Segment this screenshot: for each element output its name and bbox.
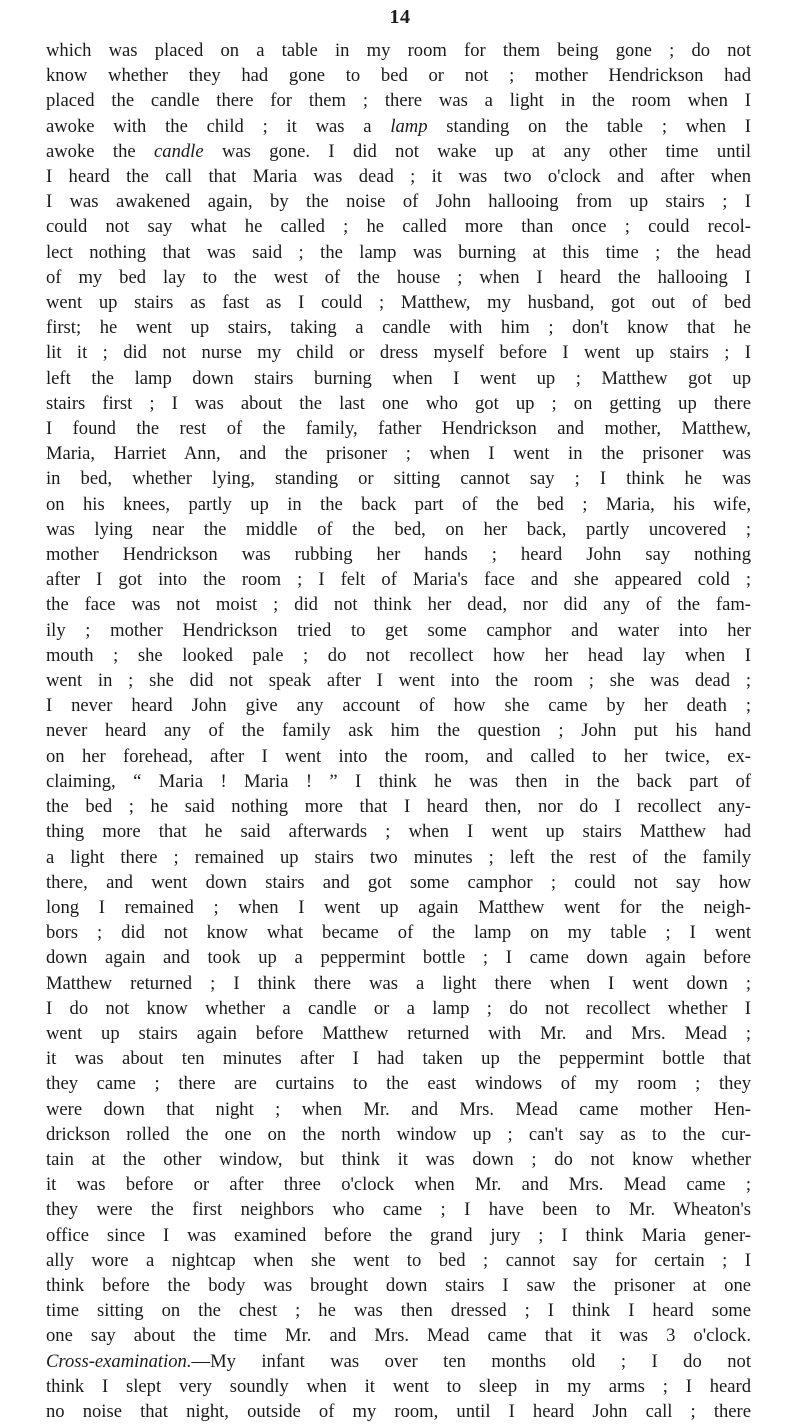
page-number: 14 [389, 6, 411, 28]
text-line: went in ; she did not speak after I went into the room ; she was dead ; [46, 670, 751, 692]
text-line: lect nothing that was said ; the lamp was burning at this time ; the head [46, 241, 751, 263]
text-run: —My infant was over ten months old ; I do not [191, 1350, 751, 1372]
text-line: there, and went down stairs and got some camphor ; could not say how [46, 871, 751, 893]
text-line: I heard the call that Maria was dead ; it was two o'clock and after when [46, 166, 751, 188]
testimony-text [46, 38, 751, 1424]
text-line: in bed, whether lying, standing or sitting cannot say ; I think he was [46, 468, 751, 490]
text-line [46, 139, 751, 164]
text-line: were down that night ; when Mr. and Mrs. Mead came mother Hen- [46, 1098, 751, 1120]
text-line: one say about the time Mr. and Mrs. Mead came that it was 3 o'clock. [46, 1325, 751, 1347]
text-run: awoke the [46, 140, 155, 162]
text-line: claiming, “ Maria ! Maria ! ” I think he was then in the back part of [46, 770, 751, 792]
cross-examination-heading: Cross-examination. [46, 1350, 192, 1372]
text-line: a light there ; remained up stairs two minutes ; left the rest of the family [46, 846, 751, 868]
text-line: mother Hendrickson was rubbing her hands ; heard John say nothing [46, 544, 751, 566]
text-run: was gone. I did not wake up at any other time until [203, 140, 751, 162]
text-line: ily ; mother Hendrickson tried to get some camphor and water into her [46, 619, 751, 641]
text-run: awoke with the child ; it was a [46, 115, 391, 137]
text-line: they came ; there are curtains to the east windows of my room ; they [46, 1073, 751, 1095]
text-line: office since I was examined before the grand jury ; I think Maria gener- [46, 1224, 751, 1246]
text-line: it was before or after three o'clock when Mr. and Mrs. Mead came ; [46, 1174, 751, 1196]
text-line: ally wore a nightcap when she went to bed ; cannot say for certain ; I [46, 1249, 751, 1271]
text-line: stairs first ; I was about the last one who got up ; on getting up there [46, 392, 751, 414]
text-line: was lying near the middle of the bed, on her back, partly uncovered ; [46, 518, 751, 540]
text-line: know whether they had gone to bed or not ; mother Hendrickson had [46, 65, 751, 87]
text-line: went up stairs again before Matthew returned with Mr. and Mrs. Mead ; [46, 1022, 751, 1044]
text-line: which was placed on a table in my room for them being gone ; do not [46, 40, 751, 61]
text-line: on her forehead, after I went into the room, and called to her twice, ex- [46, 745, 751, 767]
text-line: I do not know whether a candle or a lamp ; do not recollect whether I [46, 997, 751, 1019]
text-line: went up stairs as fast as I could ; Matthew, my husband, got out of bed [46, 292, 751, 314]
text-line: long I remained ; when I went up again Matthew went for the neigh- [46, 896, 751, 918]
text-line: left the lamp down stairs burning when I went up ; Matthew got up [46, 367, 751, 389]
text-line: they were the first neighbors who came ; I have been to Mr. Wheaton's [46, 1199, 751, 1221]
text-line: think I slept very soundly when it went to sleep in my arms ; I heard [46, 1375, 751, 1397]
text-line: could not say what he called ; he called more than once ; could recol- [46, 216, 751, 238]
text-line: the bed ; he said nothing more that I heard then, nor do I recollect any- [46, 796, 751, 818]
text-line [46, 114, 751, 139]
text-line: after I got into the room ; I felt of Maria's face and she appeared cold ; [46, 569, 751, 591]
text-line: never heard any of the family ask him the question ; John put his hand [46, 720, 751, 742]
text-line: Matthew returned ; I think there was a light there when I went down ; [46, 972, 751, 994]
text-line: tain at the other window, but think it was down ; do not know whether [46, 1148, 751, 1170]
text-line: it was about ten minutes after I had taken up the peppermint bottle that [46, 1048, 751, 1070]
text-run: standing on the table ; when I [427, 115, 751, 137]
text-line: of my bed lay to the west of the house ; when I heard the hallooing I [46, 266, 751, 288]
text-line: I found the rest of the family, father Hendrickson and mother, Matthew, [46, 418, 751, 440]
text-line: Maria, Harriet Ann, and the prisoner ; when I went in the prisoner was [46, 443, 751, 465]
text-line: lit it ; did not nurse my child or dress myself before I went up stairs ; I [46, 342, 751, 364]
text-line [46, 1349, 751, 1374]
text-line: thing more that he said afterwards ; when I went up stairs Matthew had [46, 821, 751, 843]
text-line: down again and took up a peppermint bottle ; I came down again before [46, 947, 751, 969]
text-line: think before the body was brought down stairs I saw the prisoner at one [46, 1274, 751, 1296]
text-line: on his knees, partly up in the back part of the bed ; Maria, his wife, [46, 493, 751, 515]
text-line: drickson rolled the one on the north window up ; can't say as to the cur- [46, 1123, 751, 1145]
text-line: first; he went up stairs, taking a candle with him ; don't know that he [46, 317, 751, 339]
text-line: placed the candle there for them ; there was a light in the room when I [46, 90, 751, 112]
text-line: bors ; did not know what became of the lamp on my table ; I went [46, 922, 751, 944]
text-line: I was awakened again, by the noise of John hallooing from up stairs ; I [46, 191, 751, 213]
text-line: time sitting on the chest ; he was then dressed ; I think I heard some [46, 1300, 751, 1322]
text-line: the face was not moist ; did not think her dead, nor did any of the fam- [46, 594, 751, 616]
text-line: I never heard John give any account of how she came by her death ; [46, 695, 751, 717]
italic-word-candle: candle [154, 140, 204, 162]
text-line: no noise that night, outside of my room, until I heard John call ; there [46, 1400, 751, 1422]
text-line: mouth ; she looked pale ; do not recollect how her head lay when I [46, 644, 751, 666]
italic-word-lamp: lamp [390, 115, 428, 137]
